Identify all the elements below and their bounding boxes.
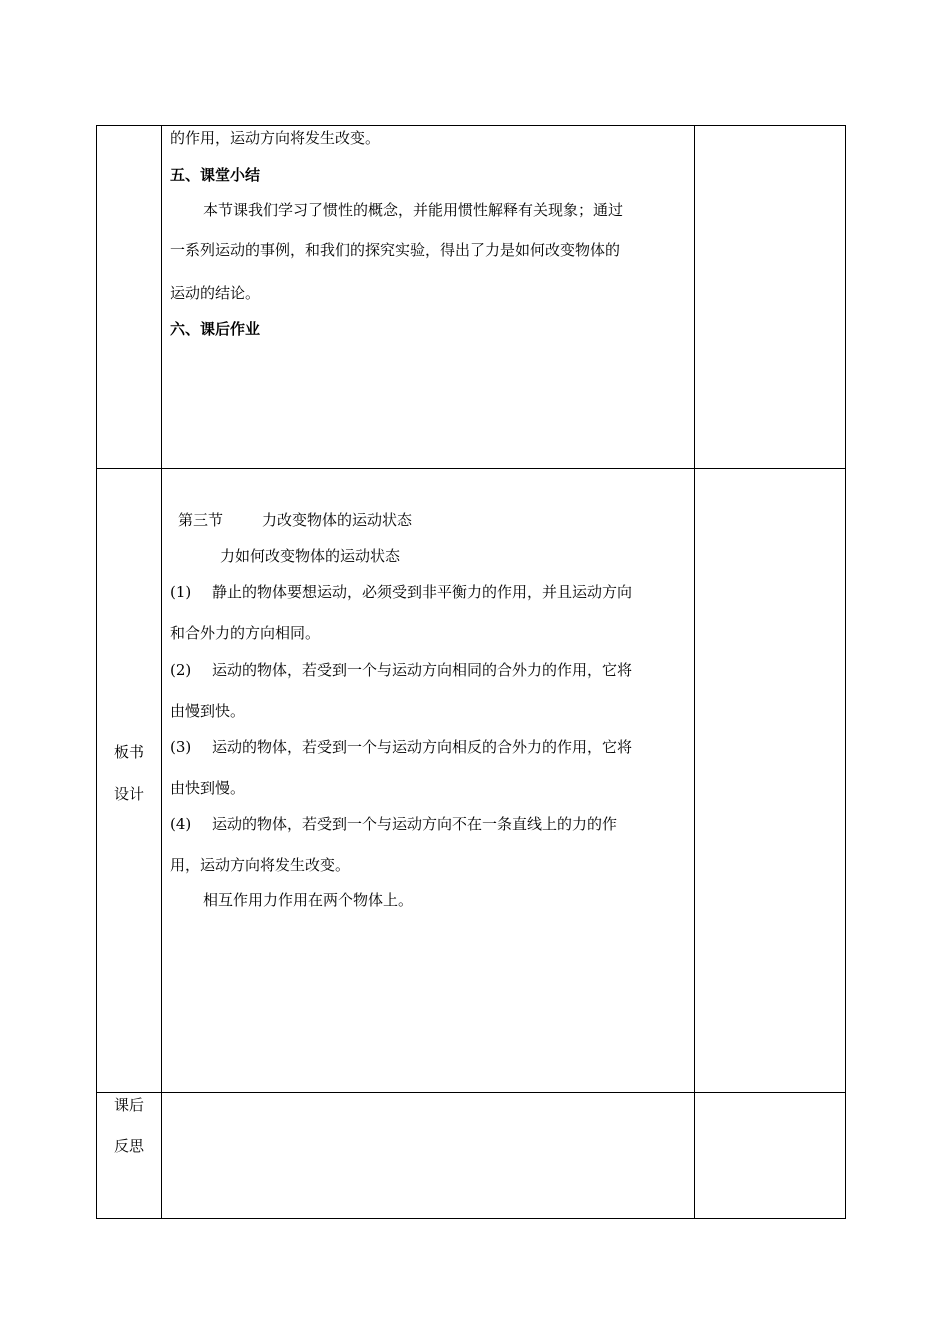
heading-class-summary: 五、课堂小结 (170, 166, 261, 184)
item-1-line-1: 静止的物体要想运动，必须受到非平衡力的作用，并且运动方向 (212, 583, 633, 601)
item-1-line-2: 和合外力的方向相同。 (170, 624, 321, 642)
summary-line-1: 本节课我们学习了惯性的概念，并能用惯性解释有关现象；通过 (203, 201, 624, 219)
item-2-number: (2) (170, 661, 192, 679)
board-note: 相互作用力作用在两个物体上。 (203, 891, 414, 909)
section-number: 第三节 (178, 511, 224, 529)
section-title: 力改变物体的运动状态 (262, 511, 413, 529)
item-4-number: (4) (170, 815, 192, 833)
reflection-label-1: 课后 (113, 1096, 144, 1114)
item-3-line-1: 运动的物体，若受到一个与运动方向相反的合外力的作用，它将 (212, 738, 633, 756)
item-2-line-2: 由慢到快。 (170, 702, 246, 720)
board-design-label-2: 设计 (113, 785, 144, 803)
item-3-line-2: 由快到慢。 (170, 779, 246, 797)
item-1-number: (1) (170, 583, 192, 601)
item-4-line-1: 运动的物体，若受到一个与运动方向不在一条直线上的力的作 (212, 815, 618, 833)
column-divider-right (694, 126, 695, 1218)
column-divider-left (161, 126, 162, 1218)
item-4-line-2: 用，运动方向将发生改变。 (170, 856, 351, 874)
continuation-line: 的作用，运动方向将发生改变。 (170, 129, 381, 147)
summary-line-3: 运动的结论。 (170, 284, 261, 302)
reflection-label-2: 反思 (113, 1137, 144, 1155)
item-3-number: (3) (170, 738, 192, 756)
board-design-label-1: 板书 (113, 743, 144, 761)
board-subtitle: 力如何改变物体的运动状态 (220, 547, 401, 565)
row-divider-2 (97, 1092, 845, 1093)
summary-line-2: 一系列运动的事例，和我们的探究实验，得出了力是如何改变物体的 (170, 241, 621, 259)
heading-homework: 六、课后作业 (170, 320, 261, 338)
item-2-line-1: 运动的物体，若受到一个与运动方向相同的合外力的作用，它将 (212, 661, 633, 679)
row-divider-1 (97, 468, 845, 469)
